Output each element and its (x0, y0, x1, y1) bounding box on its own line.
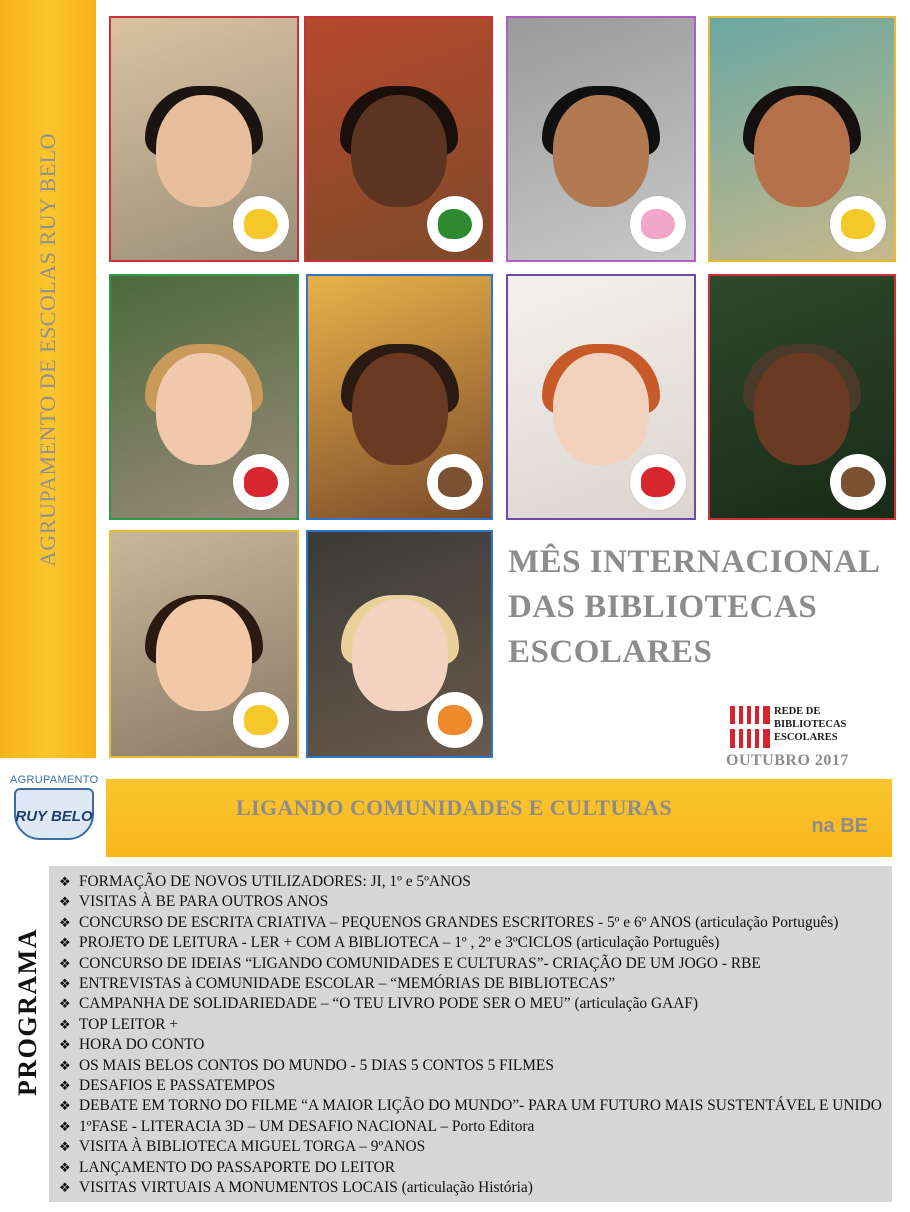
program-item (59, 1137, 884, 1157)
asia-map-icon (233, 196, 289, 252)
program-item (59, 892, 884, 912)
europe-map-icon (630, 454, 686, 510)
diamond-bullet-icon: ❖ (59, 894, 71, 910)
program-item-text: OS MAIS BELOS CONTOS DO MUNDO - 5 DIAS 5 CONTOS 5 FILMES (79, 1056, 554, 1074)
child-photo (506, 16, 696, 262)
diamond-bullet-icon: ❖ (59, 1098, 71, 1114)
asia-map-icon (233, 692, 289, 748)
program-item-text: VISITA À BIBLIOTECA MIGUEL TORGA – 9ºANOS (79, 1138, 426, 1156)
event-date: OUTUBRO 2017 (726, 752, 849, 769)
asia-map-icon (830, 196, 886, 252)
program-label: PROGRAMA (13, 928, 42, 1096)
diamond-bullet-icon: ❖ (59, 1180, 71, 1196)
child-photo (708, 274, 896, 520)
program-item (59, 974, 884, 994)
diamond-bullet-icon: ❖ (59, 935, 71, 951)
program-item-text: DEBATE EM TORNO DO FILME “A MAIOR LIÇÃO DO MUNDO”- PARA UM FUTURO MAIS SUSTENTÁVEL E UNIDO (79, 1097, 882, 1115)
program-item (59, 1117, 884, 1137)
side-banner-text: AGRUPAMENTO DE ESCOLAS RUY BELO (35, 133, 60, 567)
rbe-logo-icon (730, 706, 770, 748)
title-line-2: DAS BIBLIOTECAS (508, 589, 818, 625)
program-item-text: VISITAS À BE PARA OUTROS ANOS (79, 893, 329, 911)
face-shape (754, 353, 850, 465)
theme-subtitle: na BE (811, 815, 868, 837)
face-shape (553, 95, 649, 207)
child-photo (306, 530, 493, 758)
child-photo (109, 274, 299, 520)
program-item (59, 913, 884, 933)
child-photo (506, 274, 696, 520)
face-shape (156, 599, 252, 711)
theme-title: LIGANDO COMUNIDADES E CULTURAS (236, 795, 672, 820)
oceania-map-icon (427, 454, 483, 510)
program-item-text: VISITAS VIRTUAIS A MONUMENTOS LOCAIS (articulação História) (79, 1179, 533, 1197)
diamond-bullet-icon: ❖ (59, 1118, 71, 1134)
child-photo (109, 530, 299, 758)
program-item-text: FORMAÇÃO DE NOVOS UTILIZADORES: JI, 1º e 5ºANOS (79, 873, 471, 890)
program-item-text: CONCURSO DE ESCRITA CRIATIVA – PEQUENOS GRANDES ESCRITORES - 5º e 6º ANOS (articulação Português) (79, 913, 839, 931)
school-logo-top: AGRUPAMENTO (10, 774, 99, 786)
diamond-bullet-icon: ❖ (59, 1139, 71, 1155)
program-item (59, 954, 884, 974)
program-item (59, 1056, 884, 1076)
diamond-bullet-icon: ❖ (59, 1057, 71, 1073)
title-line-3: ESCOLARES (508, 634, 713, 670)
program-item (59, 1096, 884, 1116)
side-banner (0, 0, 96, 758)
rbe-line-3: ESCOLARES (774, 732, 838, 743)
program-item-text: PROJETO DE LEITURA - LER + COM A BIBLIOTECA – 1º , 2º e 3ºCICLOS (articulação Português) (79, 934, 720, 952)
child-photo (708, 16, 896, 262)
program-item (59, 1015, 884, 1035)
diamond-bullet-icon: ❖ (59, 914, 71, 930)
rbe-name (774, 705, 874, 744)
child-photo (109, 16, 299, 262)
rbe-line-1: REDE DE (774, 706, 821, 717)
child-photo (306, 274, 493, 520)
program-box (49, 866, 892, 1202)
program-item-text: LANÇAMENTO DO PASSAPORTE DO LEITOR (79, 1158, 396, 1176)
diamond-bullet-icon: ❖ (59, 976, 71, 992)
diamond-bullet-icon: ❖ (59, 874, 71, 889)
school-logo (10, 774, 98, 844)
south-america-map-icon (630, 196, 686, 252)
program-item-text: HORA DO CONTO (79, 1036, 205, 1054)
program-item (59, 1035, 884, 1055)
program-item-text: ENTREVISTAS à COMUNIDADE ESCOLAR – “MEMÓRIAS DE BIBLIOTECAS” (79, 975, 616, 993)
page-title (508, 540, 898, 675)
face-shape (351, 95, 447, 207)
program-item-text: CAMPANHA DE SOLIDARIEDADE – “O TEU LIVRO PODE SER O MEU” (articulação GAAF) (79, 995, 698, 1013)
program-item-text: 1ºFASE - LITERACIA 3D – UM DESAFIO NACIONAL – Porto Editora (79, 1117, 535, 1135)
diamond-bullet-icon: ❖ (59, 996, 71, 1012)
theme-banner (106, 779, 892, 857)
oceania-map-icon (830, 454, 886, 510)
diamond-bullet-icon: ❖ (59, 1159, 71, 1175)
diamond-bullet-icon: ❖ (59, 1078, 71, 1094)
program-item-text: DESAFIOS E PASSATEMPOS (79, 1077, 276, 1095)
program-item (59, 872, 884, 892)
child-photo (304, 16, 493, 262)
diamond-bullet-icon: ❖ (59, 955, 71, 971)
program-item (59, 933, 884, 953)
school-logo-name: RUY BELO (15, 808, 93, 825)
program-item-text: CONCURSO DE IDEIAS “LIGANDO COMUNIDADES E CULTURAS”- CRIAÇÃO DE UM JOGO - RBE (79, 954, 761, 972)
program-list (59, 872, 884, 1199)
face-shape (352, 353, 448, 465)
face-shape (352, 599, 448, 711)
rbe-line-2: BIBLIOTECAS (774, 719, 847, 730)
program-item (59, 1076, 884, 1096)
program-item (59, 1178, 884, 1198)
face-shape (553, 353, 649, 465)
diamond-bullet-icon: ❖ (59, 1016, 71, 1032)
title-line-1: MÊS INTERNACIONAL (508, 544, 881, 580)
europe-map-icon (233, 454, 289, 510)
africa-map-icon (427, 196, 483, 252)
face-shape (156, 353, 252, 465)
program-item (59, 1158, 884, 1178)
north-america-map-icon (427, 692, 483, 748)
face-shape (754, 95, 850, 207)
program-item-text: TOP LEITOR + (79, 1015, 179, 1033)
face-shape (156, 95, 252, 207)
diamond-bullet-icon: ❖ (59, 1037, 71, 1053)
program-item (59, 994, 884, 1014)
